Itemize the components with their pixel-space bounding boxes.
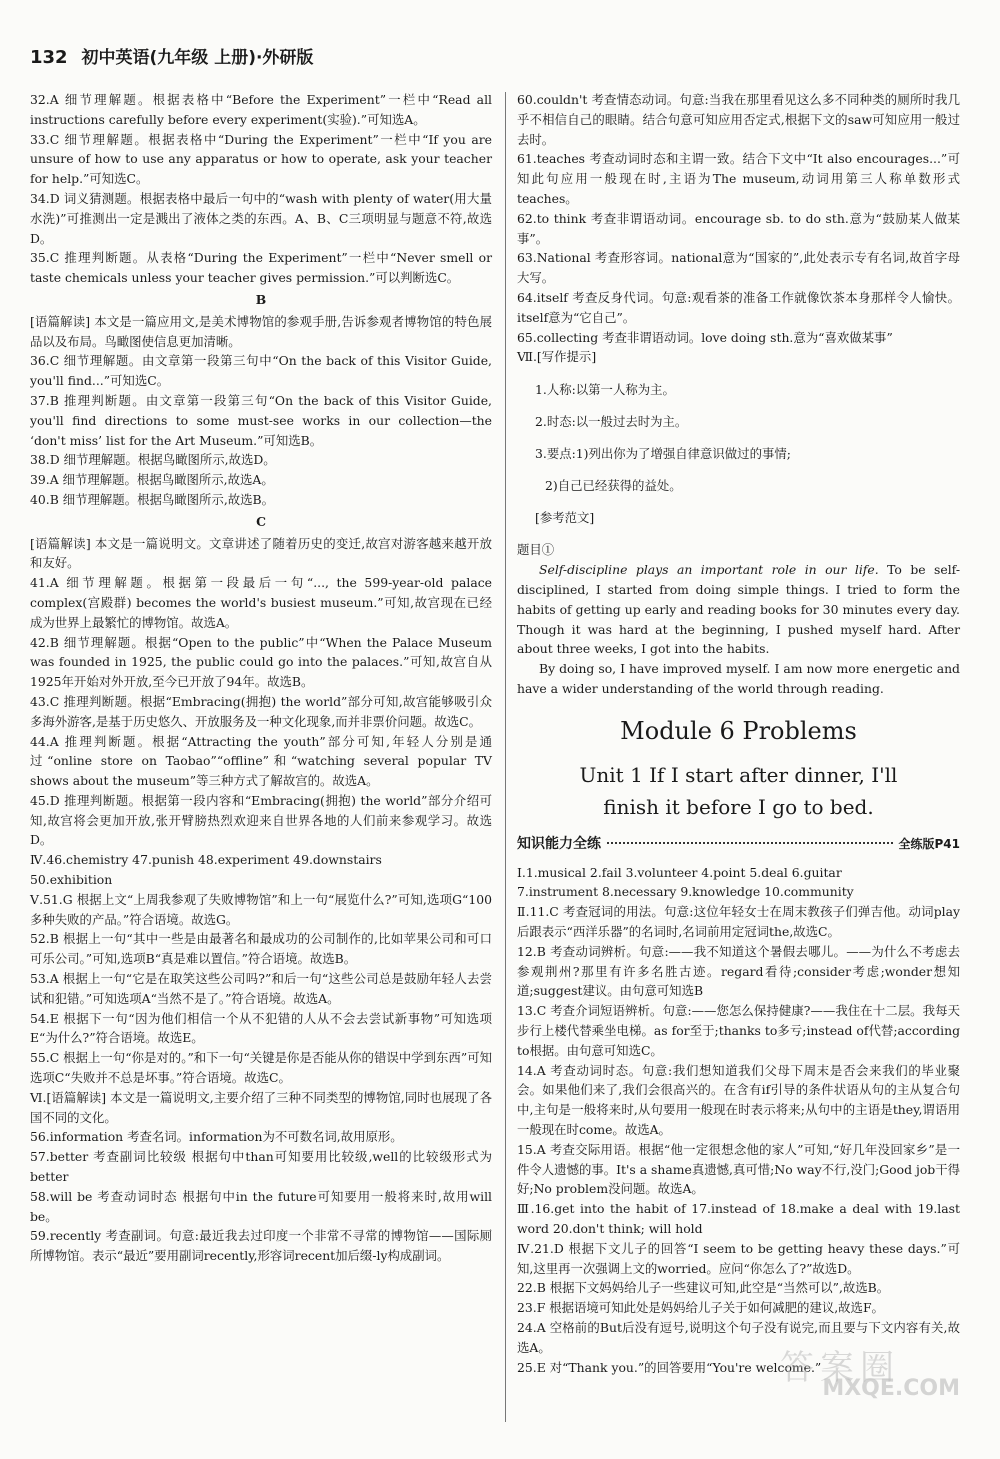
- answer-line: 15.A 考查交际用语。根据“他一定很想念他的家人”可知,“好几年没回家乡”是一件令人遗憾的事。It's a shame真遗憾,真可惜;No way不行,没门;Good job干得好;No problem没问题。故选A。: [517, 1141, 960, 1197]
- unit-title-line-2: finish it before I go to bed.: [603, 794, 874, 819]
- model-essay: [517, 560, 960, 699]
- essay-topic-sentence: Self-discipline plays an important role in our life.: [539, 562, 879, 578]
- section-label: 知识能力全练: [517, 835, 601, 852]
- answer-line: Ⅰ.1.musical 2.fail 3.volunteer 4.point 5.deal 6.guitar: [517, 864, 842, 880]
- answer-line: 54.E 根据下一句“因为他们相信一个从不犯错的人从不会去尝试新事物”可知选项E“为什么?”符合语境。故选E。: [30, 1010, 492, 1046]
- answer-line: 22.B 根据下文妈妈给儿子一些建议可知,此空是“当然可以”,故选B。: [517, 1280, 890, 1296]
- answer-line: 24.A 空格前的But后没有逗号,说明这个句子没有说完,而且要与下文内容有关,故选A。: [517, 1319, 960, 1355]
- answer-line: 57.better 考查副词比较级 根据句中than可知要用比较级,well的比较级形式为better: [30, 1149, 492, 1185]
- answer-line: 62.to think 考查非谓语动词。encourage sb. to do sth.意为“鼓励某人做某事”。: [517, 210, 960, 246]
- answer-line: [语篇解读] 本文是一篇说明文。文章讲述了随着历史的变迁,故宫对游客越来越开放和友好。: [30, 535, 492, 571]
- answer-line: 2.时态:以一般过去时为主。: [535, 413, 688, 429]
- answer-line: 12.B 考查动词辨析。句意:——我不知道这个暑假去哪儿。——为什么不考虑去参观荆州?那里有许多名胜古迹。regard看待;consider考虑;wonder想知道;suggest建议。由句意可知选B: [517, 943, 960, 999]
- section-bar: [517, 835, 960, 855]
- answer-line: 34.D 词义猜测题。根据表格中最后一句中的“wash with plenty of water(用大量水洗)”可推测出一定是溅出了液体之类的东西。A、B、C三项明显与题意不符,故选D。: [30, 190, 492, 246]
- answer-line: 63.National 考查形容词。national意为“国家的”,此处表示专有名词,故首字母大写。: [517, 250, 960, 286]
- answer-line: 23.F 根据语境可知此处是妈妈给儿子关于如何减肥的建议,故选F。: [517, 1300, 884, 1316]
- answer-line: 1.人称:以第一人称为主。: [535, 381, 675, 397]
- answer-line: 35.C 推理判断题。从表格“During the Experiment”一栏中“Never smell or taste chemicals unless your teacher gives permission.”可以判断选C。: [30, 250, 492, 286]
- left-column: [30, 90, 492, 1266]
- section-letter: B: [255, 291, 267, 307]
- dotted-leader: [607, 842, 893, 844]
- page-number: 132: [30, 47, 68, 68]
- site-watermark: [780, 1348, 960, 1429]
- answer-line: 33.C 细节理解题。根据表格中“During the Experiment”一栏中“If you are unsure of how to use any apparatus or how to operate, ask your teacher for help.”可知选C。: [30, 131, 492, 187]
- answer-line: 40.B 细节理解题。根据鸟瞰图所示,故选B。: [30, 491, 275, 507]
- section-letter: C: [256, 513, 266, 529]
- answer-line: 36.C 细节理解题。由文章第一段第三句中“On the back of this Visitor Guide, you'll find...”可知选C。: [30, 353, 492, 389]
- book-title: 初中英语(九年级 上册)·外研版: [81, 48, 314, 68]
- section-page-ref: 全练版P41: [898, 836, 960, 851]
- watermark-domain: MXQE.COM: [822, 1375, 960, 1401]
- answer-line: 52.B 根据上一句“其中一些是由最著名和最成功的公司制作的,比如苹果公司和可口可乐公司。”可知,选项B“真是难以置信。”符合语境。故选B。: [30, 931, 492, 967]
- answer-line: Ⅱ.11.C 考查冠词的用法。句意:这位年轻女士在周末教孩子们弹吉他。动词play后跟表示“西洋乐器”的名词时,名词前用定冠词the,故选C。: [517, 904, 960, 940]
- right-column-answers-top: [517, 90, 960, 560]
- answer-line: 37.B 推理判断题。由文章第一段第三句“On the back of this Visitor Guide, you'll find directions to some must-see works in our collection—the ‘don't miss’ list for the Art Museum.”可知选B。: [30, 392, 492, 448]
- answer-line: 39.A 细节理解题。根据鸟瞰图所示,故选A。: [30, 472, 274, 488]
- watermark-logo-text: 答案圈: [780, 1348, 900, 1388]
- answer-line: 42.B 细节理解题。根据“Open to the public”中“When the Palace Museum was founded in 1925, the public could go into the palaces.”可知,故宫自从1925年开始对外开放,至今已开放了94年。故选B。: [30, 634, 492, 690]
- answer-line: 7.instrument 8.necessary 9.knowledge 10.community: [517, 884, 854, 900]
- answer-line: 55.C 根据上一句“你是对的。”和下一句“关键是你是否能从你的错误中学到东西”可知选项C“失败并不总是坏事。”符合语境。故选C。: [30, 1050, 492, 1086]
- answer-line: 38.D 细节理解题。根据鸟瞰图所示,故选D。: [30, 452, 276, 468]
- answer-line: 59.recently 考查副词。句意:最近我去过印度一个非常不寻常的博物馆——国际厕所博物馆。表示“最近”要用副词recently,形容词recent加后缀-ly构成副词。: [30, 1228, 492, 1264]
- answer-line: 56.information 考查名词。information为不可数名词,故用原形。: [30, 1129, 403, 1145]
- column-divider: [505, 92, 506, 1422]
- answer-line: 53.A 根据上一句“它是在取笑这些公司吗?”和后一句“这些公司总是鼓励年轻人去尝试和犯错。”可知选项A“当然不是了。”符合语境。故选A。: [30, 971, 492, 1006]
- answer-line: 50.exhibition: [30, 872, 113, 888]
- unit-title-line-1: Unit 1 If I start after dinner, I'll: [579, 762, 898, 787]
- answer-line: 60.couldn't 考查情态动词。句意:当我在那里看见这么多不同种类的厕所时我几乎不相信自己的眼睛。结合句意可知应用否定式,根据下文的saw可知应用一般过去时。: [517, 92, 960, 147]
- answer-line: [语篇解读] 本文是一篇应用文,是美术博物馆的参观手册,告诉参观者博物馆的特色展品以及布局。鸟瞰图使信息更加清晰。: [30, 313, 492, 349]
- answer-line: Ⅴ.51.G 根据上文“上周我参观了失败博物馆”和上一句“展览什么?”可知,选项G“100多种失败的产品。”符合语境。故选G。: [30, 891, 492, 927]
- answer-line: 64.itself 考查反身代词。句意:观看茶的准备工作就像饮茶本身那样令人愉快。itself意为“它自己”。: [517, 289, 960, 325]
- answer-line: 14.A 考查动词时态。句意:我们想知道我们父母下周末是否会来我们的毕业聚会。如果他们来了,我们会很高兴的。在含有if引导的条件状语从句的主从复合句中,主句是一般将来时,从句要用一般现在时表示将来;从句中的主语是they,谓语用一般现在时come。故选A。: [517, 1062, 960, 1138]
- answer-line: Ⅳ.21.D 根据下文儿子的回答“I seem to be getting heavy these days.”可知,这里再一次强调上文的worried。应问“你怎么了?”故选D。: [517, 1240, 960, 1276]
- answer-line: [参考范文]: [535, 510, 595, 526]
- module-title: Module 6 Problems: [620, 716, 857, 745]
- essay-paragraph-1: [517, 560, 960, 659]
- answer-line: 3.要点:1)列出你为了增强自律意识做过的事情;: [535, 445, 791, 461]
- answer-line: 2)自己已经获得的益处。: [545, 478, 682, 494]
- answer-line: Ⅶ.[写作提示]: [517, 349, 597, 365]
- answer-line: Ⅳ.46.chemistry 47.punish 48.experiment 49.downstairs: [30, 852, 382, 868]
- page-header: [30, 48, 313, 69]
- essay-paragraph-2: By doing so, I have improved myself. I am now more energetic and have a wider understanding of the world through reading.: [517, 661, 960, 697]
- answer-line: 41.A 细节理解题。根据第一段最后一句“..., the 599-year-old palace complex(宫殿群) becomes the world's busiest museum.”可知,故宫现在已经成为世界上最繁忙的博物馆。故选A。: [30, 575, 492, 630]
- answer-line: 32.A 细节理解题。根据表格中“Before the Experiment”一栏中“Read all instructions carefully before every experiment(实验).”可知选A。: [30, 92, 492, 127]
- answer-line: 44.A 推理判断题。根据“Attracting the youth”部分可知,年轻人分别是通过“online store on Taobao”“offline”和“watching several popular TV shows about the museum”等三种方式了解故宫的。故选A。: [30, 733, 492, 789]
- answer-line: 题目①: [517, 542, 555, 558]
- answer-line: 45.D 推理判断题。根据第一段内容和“Embracing(拥抱) the world”部分介绍可知,故宫将会更加开放,张开臂膀热烈欢迎来自世界各地的人们前来参观学习。故选D。: [30, 792, 492, 848]
- answer-line: 43.C 推理判断题。根据“Embracing(拥抱) the world”部分可知,故宫能够吸引众多海外游客,是基于历史悠久、开放服务及一种文化现象,而并非票价问题。故选C。: [30, 693, 492, 729]
- essay-paragraph-1-rest: To be self-disciplined, I started from doing simple things. I tried to form the habits of getting up early and reading books for 30 minutes every day. Though it was hard at the beginning, I pushed myself hard. After about three weeks, I got into the habits.: [517, 562, 961, 657]
- answer-line: 13.C 考查介词短语辨析。句意:——您怎么保持健康?——我住在十二层。我每天步行上楼代替乘坐电梯。as for至于;thanks to多亏;instead of代替;according to根据。由句意可知选C。: [517, 1003, 960, 1058]
- answer-line: Ⅵ.[语篇解读] 本文是一篇说明文,主要介绍了三种不同类型的博物馆,同时也展现了各国不同的文化。: [30, 1089, 492, 1125]
- answer-line: 61.teaches 考查动词时态和主谓一致。结合下文中“It also encourages...”可知此句应用一般现在时,主语为The museum,动词用第三人称单数形式teaches。: [517, 151, 960, 206]
- answer-line: 58.will be 考查动词时态 根据句中in the future可知要用一般将来时,故用will be。: [30, 1188, 492, 1224]
- answer-line: Ⅲ.16.get into the habit of 17.instead of 18.make a deal with 19.last word 20.don't think; will hold: [517, 1201, 960, 1236]
- answer-line: 65.collecting 考查非谓语动词。love doing sth.意为“喜欢做某事”: [517, 329, 893, 345]
- answer-line: 25.E 对“Thank you.”的回答要用“You're welcome.”: [517, 1359, 822, 1375]
